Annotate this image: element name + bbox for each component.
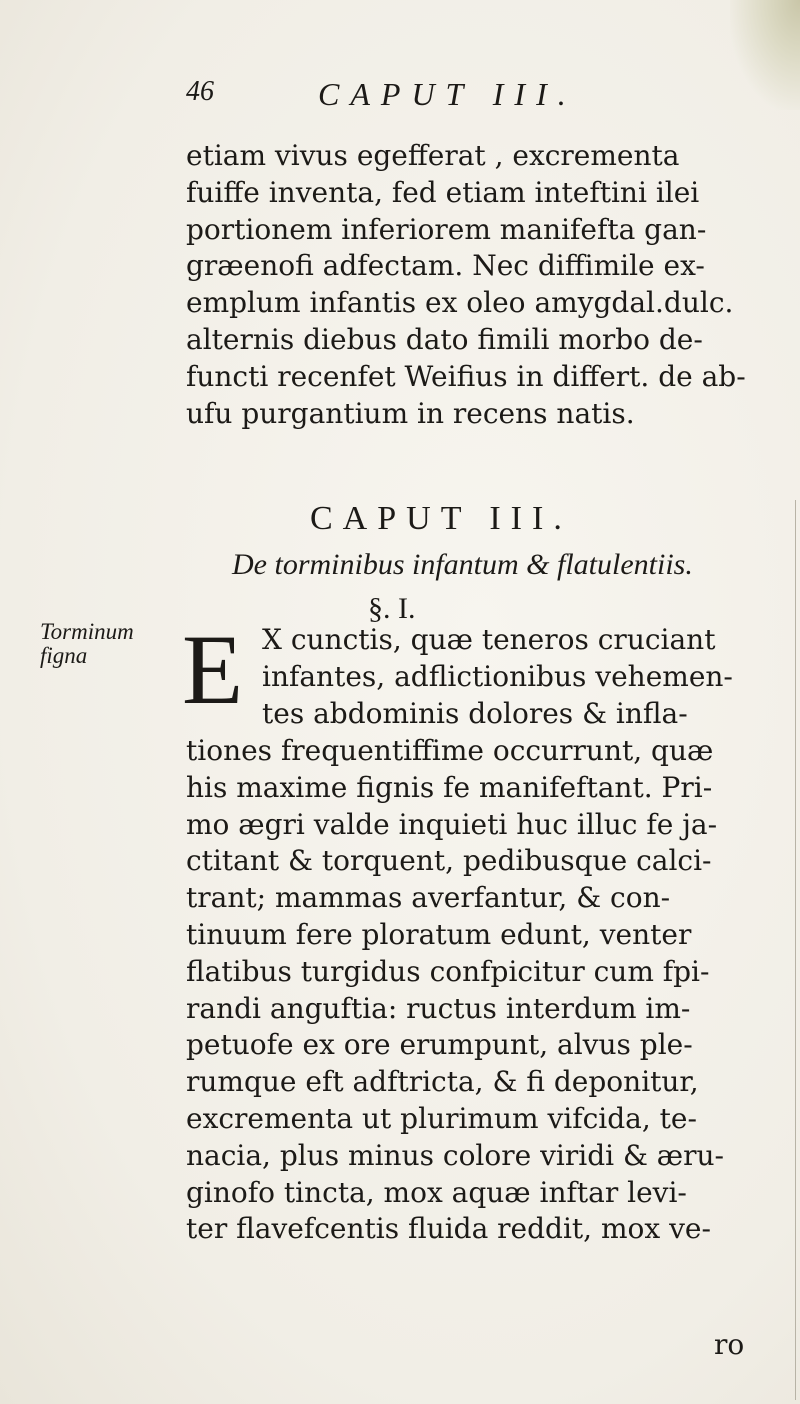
text-line: fuiffe inventa, fed etiam inteftini ilei [186, 175, 700, 209]
text-line: nacia, plus minus colore viridi & æru- [186, 1138, 725, 1172]
text-line: portionem inferiorem manifefta gan- [186, 212, 707, 246]
section-number: §. I. [368, 592, 416, 625]
margin-note-line: figna [40, 643, 88, 668]
text-line: alternis diebus dato fimili morbo de- [186, 322, 703, 356]
first-paragraph-opening [262, 622, 776, 732]
drop-cap: E [182, 614, 244, 725]
text-line: ctitant & torquent, pedibusque calci- [186, 844, 712, 878]
chapter-title: CAPUT III. [310, 500, 572, 537]
text-line: tinuum fere ploratum edunt, venter [186, 917, 692, 951]
page-edge [795, 500, 796, 1400]
running-head: CAPUT III. [318, 76, 577, 112]
text-line: rumque eft adftricta, & fi deponitur, [186, 1065, 699, 1099]
text-line: tiones frequentiffime occurrunt, quæ [186, 734, 714, 767]
text-line: flatibus turgidus confpicitur cum fpi- [186, 954, 710, 988]
text-line: his maxime fignis fe manifeftant. Pri- [186, 770, 713, 804]
text-line: randi anguftia: ructus interdum im- [186, 991, 691, 1025]
chapter-subtitle: De torminibus infantum & flatulentiis. [232, 548, 693, 581]
intro-paragraph [186, 138, 776, 432]
first-paragraph-body [186, 733, 776, 1248]
text-line: etiam vivus egefferat , excrementa [186, 139, 680, 172]
page-number: 46 [186, 76, 214, 107]
text-line: græenofi adfectam. Nec diffimile ex- [186, 249, 705, 283]
text-line: X cunctis, quæ teneros cruciant [262, 623, 716, 656]
margin-note-line: Torminum [40, 619, 134, 644]
page-header [0, 76, 800, 116]
text-line: infantes, adflictionibus vehemen- [262, 659, 733, 693]
text-line: ufu purgantium in recens natis. [186, 396, 635, 430]
text-line: ter flavefcentis fluida reddit, mox ve- [186, 1212, 711, 1246]
text-line: trant; mammas averfantur, & con- [186, 881, 671, 915]
text-line: ginofo tincta, mox aquæ inftar levi- [186, 1175, 687, 1209]
margin-note [40, 620, 134, 668]
text-line: petuofe ex ore erumpunt, alvus ple- [186, 1028, 693, 1062]
text-line: tes abdominis dolores & infla- [262, 696, 688, 730]
text-line: emplum infantis ex oleo amygdal.dulc. [186, 286, 734, 320]
text-line: functi recenfet Weifius in differt. de ab- [186, 359, 746, 393]
text-line: mo ægri valde inquieti huc illuc fe ja- [186, 807, 718, 841]
catchword: ro [714, 1328, 745, 1361]
text-line: excrementa ut plurimum vifcida, te- [186, 1101, 697, 1135]
